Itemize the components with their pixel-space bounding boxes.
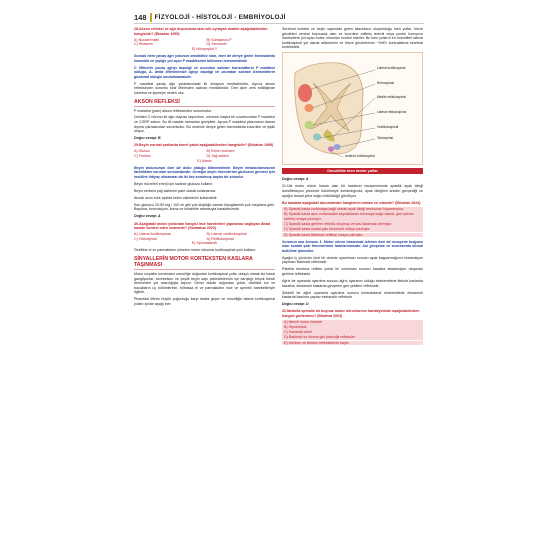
option-b: B) Hipotoniste xyxy=(282,325,423,330)
left-column xyxy=(134,27,275,348)
option-b: B) Spastik kasta aşırı zorlamadan kaynaklanan travmaya bağlı olarak, geri çekme refleksi ortaya çıkmıştır. xyxy=(282,212,423,221)
figure-label: Medial retikulospinal xyxy=(377,95,406,100)
note-paragraph: C lifferinin yavaş ağrıyı taşıdığı ve ucundan salınan transmitterin P maddesi olduğu, A- delta liflerininhızlı ağrıyı taşıdığı ve ucundan salınan transmitterin glutamat olduğu unutulmamalıdır. xyxy=(134,65,275,79)
body-paragraph: Özellikle el ve parmakların yöneten motor nöronlar kortikospinal yolu kullanır. xyxy=(134,248,257,253)
option-e: E) Nöropeptid Y xyxy=(191,46,218,51)
body-paragraph: Beyin hücreleri enerji için sadece glukozu kullanır. xyxy=(134,181,214,186)
page-number: 148 xyxy=(134,12,147,22)
option-a: A) İstemli motor hareket xyxy=(282,320,423,325)
body-paragraph: Beyin serbest yağ asitlerini yakıt olarak kullanamaz. xyxy=(134,188,217,193)
question-32: 32.Medulla spinalis ön boynuz motor nöronlarının harabiyetinde aşağıdakilerden hangisi gözlenmez? (İlkbahar 2003) xyxy=(282,309,420,318)
figure-label: Anterior kortikospinal xyxy=(345,154,375,159)
question-32-options xyxy=(282,320,423,345)
option-a: A) Lateral kortikospinal xyxy=(134,232,171,237)
note-paragraph: Sorunun ana konusu 1. Motor nöron hasarında izlenen özel bir muayene bulgusu olan sustalı çakı fenomeninin hatırlanmasıdır. Ani gevşeme ve sonrasında dorsal bükülme ipucudur. xyxy=(282,239,423,253)
body-paragraph: Kan glukozu 20-50 mg / 100 ml gibi çok düştüğü zaman hipoglisemik şok meydana gelir. Bayılma, konvulsiyon, koma ve irritabilite artmasıyla karakterizedir. xyxy=(134,202,275,212)
option-d: D) Retikulospinal xyxy=(206,236,234,241)
question-31: Bu hastada aşağıdaki durumlardan hangisinin olması en olasıdır? (İlkbahar 2024) xyxy=(282,200,421,205)
option-a: A) Spastik kasta zorlamaya bağlı olarak ayak bileği tendonları koparmuştur. xyxy=(282,207,423,212)
option-c: C) Histamin xyxy=(134,42,153,47)
option-e: E) Alanin xyxy=(197,158,212,163)
option-d: D) Serotonin xyxy=(206,42,227,47)
page-header-title: FİZYOLOJİ - HİSTOLOJİ - EMBRİYOLOJİ xyxy=(154,13,286,21)
body-paragraph: Ayağın iç yüzünün künt bir cisimle uyarılması sonucu ayak başparmağının ekstansiyon yapması Babinski refleksidir. xyxy=(282,255,423,265)
body-paragraph: Şiddetli bir ağrılı uyaranla uyarılma sonucu kontralateral ekstremitede ekstansör kaslarda kasılma çapraz ekstansör reflekstir. xyxy=(282,290,423,300)
question-30: 30.Aşağıdaki motor yollardan hangisi ince hareketleri yapmanızı sağlayan distal kasları kontrol eden sistemdir? (Sonbahar 2022) xyxy=(134,221,271,231)
figure-label: Lateral retikulospinal xyxy=(377,110,407,115)
body-paragraph: Motor sinyaller korteksten omuriliğe doğrudan kortikospinal yolla; dolaylı olarak ise bazal gangliyonlar, serebellum ve çeşitli beyin sapı çekirdeklerinin işe karıştığı birçok ikincil dereceden yol aracılığıyla taşınır. Genel olarak doğrudan yollar, özellikle kol ve bacakların uç bölümlerinin, bilhassa el ve parmakların ince ve ayrıntılı hareketleriyle ilgilidir. xyxy=(134,272,275,295)
option-e: E) Spastik kasta Babinski refleksi ortaya çıkmıştır. xyxy=(282,233,423,238)
spinal-cord-figure xyxy=(282,52,423,165)
option-d: D) Yağ asitleri xyxy=(206,154,229,159)
body-paragraph: Deriden C nöronu ile ağrı duyusu taşınırken, nöronun başka bir uzantısından P maddesi ve CGRP salınır. Bu iki madde damarları genişletir. Ayrıca P maddesi plazmanın damar dışına çıkmasından sorumludur. Bu nedenle deriye gelen travmalarda kızarıklık ve şişlik oluşur. xyxy=(134,115,275,134)
body-paragraph: Serebral korteks ve beyin sapından gelen aksonların oluşturduğu inen yollar, hücre gövdeleri ventral boynuzda olan ve koordine edilmiş istemli veya postür koruyucu hareketlere yol açan motor nöronları kontrol ederler. Bu inen yolların en önemlileri lateral kortikospinal yol olarak adlandırılır ve hücre gövdelerinin ~%90'ı kontralateral serebral korteksteki. xyxy=(282,27,423,50)
option-d: D) Babinski ve klonus gibi patolojik refleksler xyxy=(282,335,423,340)
option-a: A) Glukoz xyxy=(134,149,150,154)
answer-31: Doğru cevap: D xyxy=(282,302,309,307)
note-paragraph: Soruda hem yavaş ağrı yolunun mediatörü olan, hem de deriye gelen travmalarda kızarıklık ve şişliğe yol açan P maddesinin bilinmesi istenmektedir. xyxy=(134,53,275,63)
option-b: B) Substance-P xyxy=(206,37,232,42)
question-29: 29.Beyin normal şartlarda temel yakıtı aşağıdakilerden hangisidir? (İlkbahar 1995) xyxy=(134,143,274,148)
book-page xyxy=(134,12,424,542)
option-e: E) Gerilme ve tendon reflekslerinin kaybı xyxy=(282,341,423,346)
body-paragraph: P maddesi (pain) akson refleksinden sorumludur. xyxy=(134,108,212,113)
figure-caption: Omurilikte inen motor yollar xyxy=(282,168,423,174)
answer-30: Doğru cevap: A xyxy=(282,177,309,182)
option-c: C) Fruktoz xyxy=(134,154,151,159)
body-paragraph: Ağrılı bir uyaranla uyarılma sonucu ağrılı uyaranın olduğu ekstremitede fleksör kaslarda kasılma; ekstansör kaslarda gevşeme geri çekilme refleksidir. xyxy=(282,278,423,288)
body-paragraph: Ancak uzun süre açlıkta keton cisimlerini kullanabilir. xyxy=(134,195,218,200)
section-heading-motor-pathways: SİNYALLERİN MOTOR KORTEKSTEN KASLARA TAŞINMASI xyxy=(134,256,275,270)
option-c: C) Spastik kasta gerilme refleksi oluşmuş ve kas kasılması artmıştır. xyxy=(282,222,423,227)
question-28: 28.Akson refleksi ve ağrı duyusunda ana rolü oynayan madde aşağıdakilerden hangisidir? (İlkbahar 1995) xyxy=(134,27,268,36)
option-a: A) Noradrenalin xyxy=(134,37,160,42)
header-accent-bar xyxy=(150,13,152,22)
option-c: C) Kaslarda atrofi xyxy=(282,330,423,335)
note-paragraph: Beyin dokusunun özel bir doku olduğu bilinmektedir. Beyin metabolizmasının farklılıkları soruları sorulardandır. Örneğin beyin hücrelerine glukozun girmesi için insüline ihtiyaç olmaması da iki kez sorulmuş başka bir sorudur. xyxy=(134,165,275,179)
page-header xyxy=(134,12,424,24)
question-31-options xyxy=(282,207,423,237)
option-e: E) Spinotalamik xyxy=(191,241,218,246)
option-c: C) Tektospinal xyxy=(134,236,157,241)
question-28-options xyxy=(134,38,275,52)
option-d: D) Spastik kasta sustal-çakı fenomeni ortaya çıkmıştır. xyxy=(282,227,423,232)
question-30-options xyxy=(134,232,275,246)
body-paragraph: 31.Üst motor nöron hasarı olan bir hastanın muayenesinde spastik ayak bileği dorsifleksiyon yönünde bükülmeye zorlandığında, ayak bileğinin aniden gevşediği ve ayağın dorsal yöne doğru büküldüğü görülüyor. xyxy=(282,184,423,198)
body-paragraph: Patellar tendona refleks çekici ile vurulması sonucu bacakta ekstansiyon oluşması gerilme refleksidir. xyxy=(282,267,423,276)
figure-label: Tektospinal xyxy=(377,136,393,141)
figure-label: Rubrospinal xyxy=(377,81,395,86)
option-b: B) Keton cisimleri xyxy=(206,149,235,154)
two-column-body xyxy=(134,27,424,348)
figure-label: Lateral kortikospinal xyxy=(377,66,406,71)
body-paragraph: Piramidal liflerin büyük çoğunluğu karşı tarafa geçer ve omuriliğin lateral kortikospinal yolları içinde aşağı iner. xyxy=(134,297,275,307)
right-column xyxy=(282,27,423,348)
answer-28: Doğru cevap: B xyxy=(134,136,161,141)
answer-29: Doğru cevap: A xyxy=(134,214,161,219)
question-29-options xyxy=(134,149,275,163)
figure-label: Vestibulospinal xyxy=(377,125,399,130)
body-paragraph: P maddesi yavaş ağrı yolaklarındaki ilk sinapsın mediatörüdür. Ayrıca akson refleksinden sorumlu sinir liflerinden salınan mediatördür. Deri içine zerk edildiğinde kızarma ve şişmeye neden olur. xyxy=(134,81,275,95)
option-b: B) Lateral vestibulospinal xyxy=(206,232,247,237)
section-heading-akson-refleksi: AKSON REFLEKSİ xyxy=(134,99,275,107)
